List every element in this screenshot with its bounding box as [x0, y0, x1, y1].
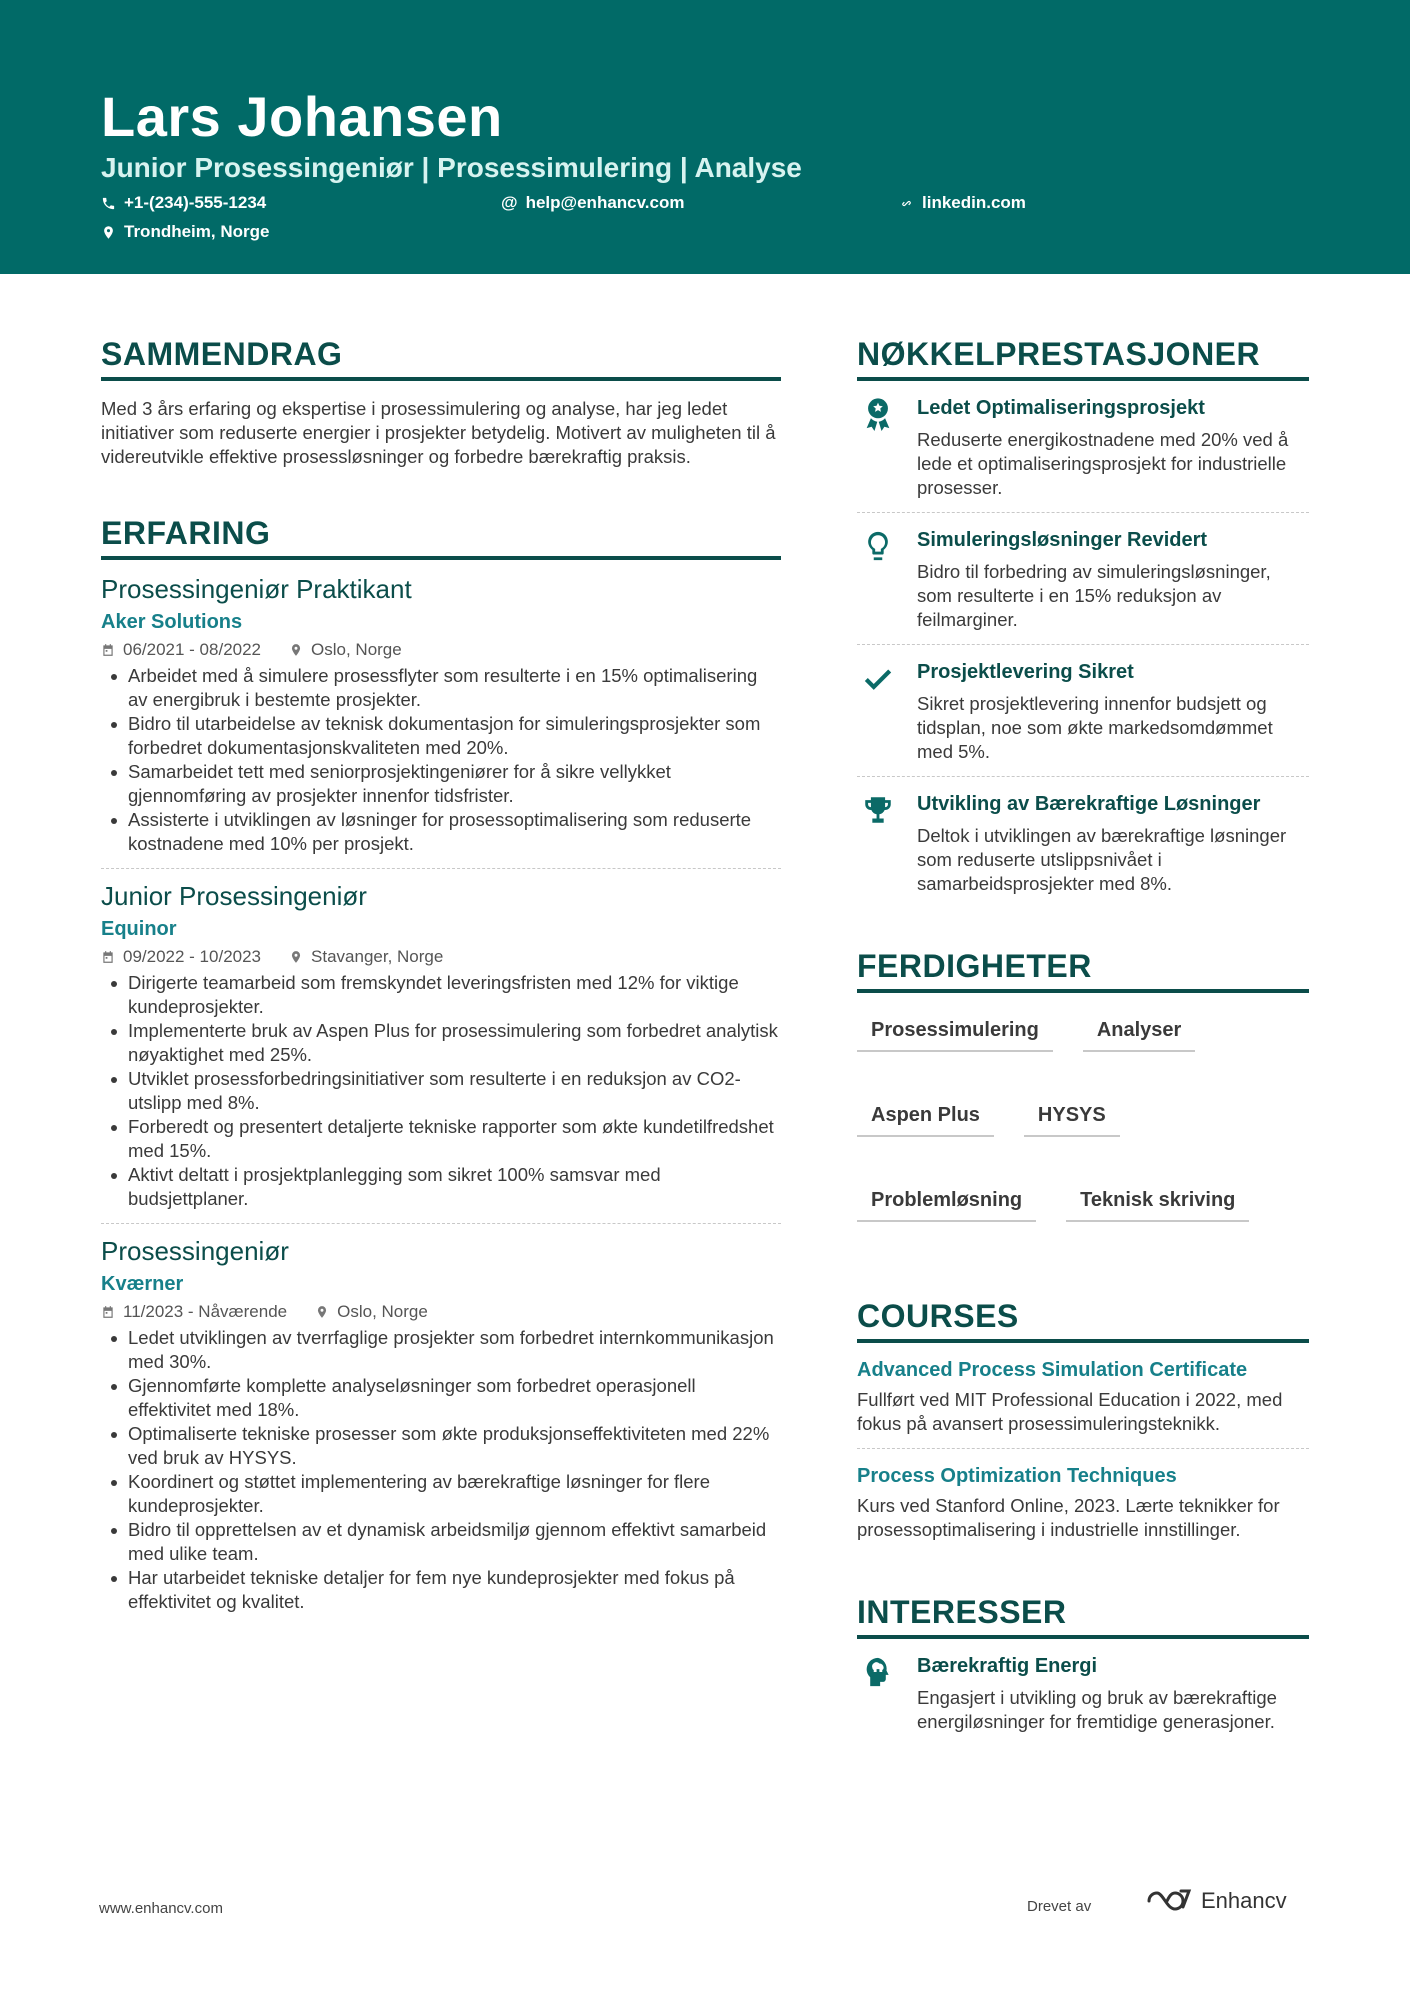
job-bullet: Forberedt og presentert detaljerte tekniske rapporter som økte kundetilfredshet med 15%. — [101, 1115, 781, 1163]
courses-heading: COURSES — [857, 1298, 1309, 1343]
interest-item — [857, 1639, 1309, 1746]
enhancv-logo-icon — [1145, 1888, 1193, 1914]
course-desc: Kurs ved Stanford Online, 2023. Lærte teknikker for prosessoptimalisering i industrielle innstillinger. — [857, 1495, 1280, 1540]
interest-title: Bærekraftig Energi — [917, 1655, 1098, 1677]
course-title: Advanced Process Simulation Certificate — [857, 1359, 1248, 1381]
job-dates: 09/2022 - 10/2023 — [123, 947, 262, 966]
job-company: Kværner — [101, 1273, 184, 1295]
linkedin-text: linkedin.com — [922, 193, 1026, 212]
enhancv-logo[interactable] — [1145, 1888, 1287, 1914]
achievement-title: Simuleringsløsninger Revidert — [917, 529, 1208, 551]
contact-email[interactable] — [501, 193, 685, 213]
skill-tag: Problemløsning — [857, 1189, 1036, 1222]
job-meta — [101, 947, 781, 967]
lightbulb-icon — [857, 529, 917, 632]
job-bullet: Ledet utviklingen av tverrfaglige prosjekter som forbedret internkommunikasjon med 30%. — [101, 1326, 781, 1374]
skill-tag: Aspen Plus — [857, 1104, 994, 1137]
job-meta — [101, 640, 781, 660]
achievement-item — [857, 645, 1309, 777]
job-company: Aker Solutions — [101, 611, 243, 633]
achievement-desc: Bidro til forbedring av simuleringsløsninger, som resulterte i en 15% reduksjon av feilmarginer. — [917, 561, 1271, 630]
location-pin-icon — [289, 643, 303, 657]
course-title: Process Optimization Techniques — [857, 1465, 1177, 1487]
experience-list — [101, 574, 781, 1626]
skill-tag: Teknisk skriving — [1066, 1189, 1249, 1222]
trophy-icon — [857, 793, 917, 896]
experience-heading: ERFARING — [101, 515, 781, 560]
achievement-title: Utvikling av Bærekraftige Løsninger — [917, 793, 1261, 815]
job-location: Stavanger, Norge — [311, 947, 444, 966]
job-dates: 11/2023 - Nåværende — [123, 1302, 288, 1321]
at-icon: @ — [501, 193, 518, 212]
course-item — [857, 1449, 1309, 1554]
interests-list — [857, 1639, 1309, 1746]
course-item — [857, 1343, 1309, 1449]
interest-desc: Engasjert i utvikling og bruk av bærekraftige energiløsninger for fremtidige generasjoner. — [917, 1687, 1277, 1732]
job-entry — [101, 881, 781, 1224]
skill-tag: HYSYS — [1024, 1104, 1120, 1137]
job-title: Prosessingeniør Praktikant — [101, 574, 412, 604]
skill-tag: Prosessimulering — [857, 1019, 1053, 1052]
job-bullet: Aktivt deltatt i prosjektplanlegging som sikret 100% samsvar med budsjettplaner. — [101, 1163, 781, 1211]
skill-tag: Analyser — [1083, 1019, 1196, 1052]
candidate-subtitle: Junior Prosessingeniør | Prosessimulering | Analyse — [101, 152, 802, 183]
head-brain-icon — [857, 1655, 917, 1734]
job-dates: 06/2021 - 08/2022 — [123, 640, 262, 659]
phone-icon — [101, 196, 116, 211]
achievement-title: Prosjektlevering Sikret — [917, 661, 1134, 683]
phone-text: +1-(234)-555-1234 — [124, 193, 267, 212]
enhancv-logo-text: Enhancv — [1201, 1888, 1287, 1913]
achievement-item — [857, 381, 1309, 513]
job-bullet: Samarbeidet tett med seniorprosjektingeniører for å sikre vellykket gjennomføring av prosjekter innenfor tidsfrister. — [101, 760, 781, 808]
location-text: Trondheim, Norge — [124, 222, 270, 241]
job-bullets — [101, 1326, 781, 1614]
job-entry — [101, 574, 781, 869]
achievement-desc: Sikret prosjektlevering innenfor budsjett og tidsplan, noe som økte markedsomdømmet med 5%. — [917, 693, 1273, 762]
summary-text: Med 3 års erfaring og ekspertise i prosessimulering og analyse, har jeg ledet initiativer som reduserte energier i prosjekter betydelig. Motivert av muligheten til å videreutvikle effektive prosessløsninger og forbedre bærekraftig praksis. — [101, 398, 776, 467]
job-bullet: Bidro til utarbeidelse av teknisk dokumentasjon for simuleringsprosjekter som forbedret dokumentasjonskvaliteten med 20%. — [101, 712, 781, 760]
achievements-list — [857, 381, 1309, 908]
location-pin-icon — [289, 950, 303, 964]
course-desc: Fullført ved MIT Professional Education i 2022, med fokus på avansert prosessimuleringsteknikk. — [857, 1389, 1283, 1434]
achievement-item — [857, 777, 1309, 908]
job-bullet: Arbeidet med å simulere prosessflyter som resulterte i en 15% optimalisering av energibruk i bestemte prosjekter. — [101, 664, 781, 712]
job-company: Equinor — [101, 918, 177, 940]
job-bullet: Har utarbeidet tekniske detaljer for fem nye kundeprosjekter med fokus på effektivitet og kvalitet. — [101, 1566, 781, 1614]
job-entry — [101, 1236, 781, 1626]
job-meta — [101, 1302, 781, 1322]
contact-linkedin[interactable] — [899, 193, 1026, 213]
interests-heading: INTERESSER — [857, 1594, 1309, 1639]
job-title: Prosessingeniør — [101, 1236, 289, 1266]
job-bullet: Bidro til opprettelsen av et dynamisk arbeidsmiljø gjennom effektivt samarbeid med ulike team. — [101, 1518, 781, 1566]
summary-heading: SAMMENDRAG — [101, 336, 781, 381]
header-banner — [0, 0, 1410, 274]
award-ribbon-icon — [857, 397, 917, 500]
footer-powered-by: Drevet av — [1027, 1898, 1092, 1915]
calendar-icon — [101, 643, 115, 657]
right-column — [857, 336, 1309, 1746]
contact-phone[interactable] — [101, 193, 266, 213]
job-bullet: Assisterte i utviklingen av løsninger for prosessoptimalisering som reduserte kostnadene med 10% per prosjekt. — [101, 808, 781, 856]
job-bullet: Gjennomførte komplette analyseløsninger som forbedret operasjonell effektivitet med 18%. — [101, 1374, 781, 1422]
footer-website[interactable]: www.enhancv.com — [99, 1900, 223, 1917]
left-column — [101, 336, 781, 1638]
job-bullet: Implementerte bruk av Aspen Plus for prosessimulering som forbedret analytisk nøyaktighet med 25%. — [101, 1019, 781, 1067]
job-bullet: Dirigerte teamarbeid som fremskyndet leveringsfristen med 12% for viktige kundeprosjekter. — [101, 971, 781, 1019]
candidate-name: Lars Johansen — [101, 85, 503, 148]
job-bullet: Utviklet prosessforbedringsinitiativer som resulterte i en reduksjon av CO2-utslipp med 8%. — [101, 1067, 781, 1115]
skills-list — [857, 993, 1309, 1248]
calendar-icon — [101, 950, 115, 964]
job-bullet: Optimaliserte tekniske prosesser som økte produksjonseffektiviteten med 22% ved bruk av HYSYS. — [101, 1422, 781, 1470]
location-pin-icon — [315, 1305, 329, 1319]
calendar-icon — [101, 1305, 115, 1319]
courses-list — [857, 1343, 1309, 1554]
achievement-title: Ledet Optimaliseringsprosjekt — [917, 397, 1205, 419]
checkmark-icon — [857, 661, 917, 764]
job-bullets — [101, 971, 781, 1211]
achievement-desc: Deltok i utviklingen av bærekraftige løsninger som reduserte utslippsnivået i samarbeidsprosjekter med 8%. — [917, 825, 1287, 894]
contact-location — [101, 222, 269, 242]
skills-heading: FERDIGHETER — [857, 948, 1309, 993]
achievement-item — [857, 513, 1309, 645]
achievement-desc: Reduserte energikostnadene med 20% ved å lede et optimaliseringsprosjekt for industrielle prosesser. — [917, 429, 1289, 498]
location-pin-icon — [101, 225, 116, 240]
job-title: Junior Prosessingeniør — [101, 881, 367, 911]
job-bullets — [101, 664, 781, 856]
job-location: Oslo, Norge — [311, 640, 402, 659]
email-text: help@enhancv.com — [525, 193, 685, 212]
job-location: Oslo, Norge — [337, 1302, 428, 1321]
link-icon — [899, 196, 914, 211]
job-bullet: Koordinert og støttet implementering av bærekraftige løsninger for flere kundeprosjekter. — [101, 1470, 781, 1518]
achievements-heading: NØKKELPRESTASJONER — [857, 336, 1309, 381]
